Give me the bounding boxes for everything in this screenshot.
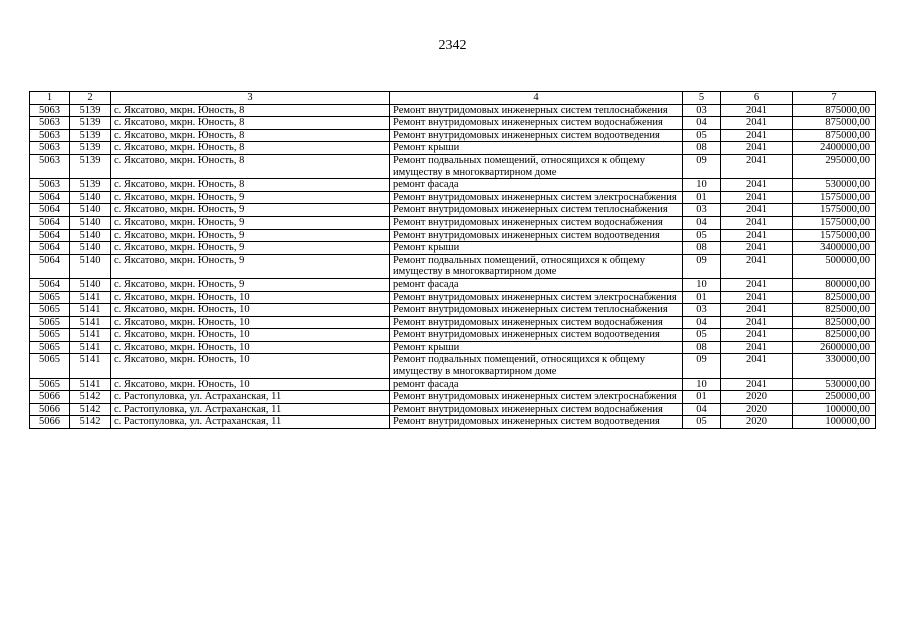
cell-record-id: 5065 — [30, 316, 70, 329]
table-row — [30, 104, 876, 117]
table-row — [30, 254, 876, 278]
table-row — [30, 154, 876, 178]
cell-address: с. Яксатово, мкрн. Юность, 9 — [111, 191, 390, 204]
cell-work-type: Ремонт крыши — [390, 341, 683, 354]
cell-work-type: ремонт фасада — [390, 179, 683, 192]
cell-work-code: 09 — [683, 154, 721, 178]
cell-year: 2041 — [721, 304, 793, 317]
cell-year: 2041 — [721, 204, 793, 217]
cell-cost: 825000,00 — [793, 304, 876, 317]
cell-house-id: 5139 — [70, 154, 111, 178]
cell-record-id: 5064 — [30, 278, 70, 291]
cell-cost: 530000,00 — [793, 179, 876, 192]
table-row — [30, 229, 876, 242]
cell-record-id: 5063 — [30, 104, 70, 117]
cell-year: 2041 — [721, 179, 793, 192]
cell-address: с. Яксатово, мкрн. Юность, 10 — [111, 378, 390, 391]
cell-year: 2041 — [721, 341, 793, 354]
cell-record-id: 5064 — [30, 204, 70, 217]
cell-cost: 1575000,00 — [793, 229, 876, 242]
cell-year: 2020 — [721, 403, 793, 416]
cell-house-id: 5140 — [70, 216, 111, 229]
cell-cost: 875000,00 — [793, 104, 876, 117]
table-row — [30, 378, 876, 391]
cell-address: с. Яксатово, мкрн. Юность, 9 — [111, 229, 390, 242]
cell-cost: 1575000,00 — [793, 191, 876, 204]
table-row — [30, 354, 876, 378]
cell-address: с. Яксатово, мкрн. Юность, 10 — [111, 341, 390, 354]
cell-address: с. Яксатово, мкрн. Юность, 8 — [111, 179, 390, 192]
cell-house-id: 5141 — [70, 378, 111, 391]
cell-work-type: Ремонт внутридомовых инженерных систем электроснабжения — [390, 291, 683, 304]
cell-record-id: 5063 — [30, 142, 70, 155]
cell-record-id: 5064 — [30, 191, 70, 204]
cell-cost: 2400000,00 — [793, 142, 876, 155]
cell-year: 2041 — [721, 154, 793, 178]
page-number: 2342 — [438, 38, 467, 53]
cell-address: с. Яксатово, мкрн. Юность, 9 — [111, 204, 390, 217]
cell-record-id: 5063 — [30, 129, 70, 142]
cell-address: с. Яксатово, мкрн. Юность, 9 — [111, 216, 390, 229]
cell-address: с. Яксатово, мкрн. Юность, 9 — [111, 278, 390, 291]
cell-address: с. Яксатово, мкрн. Юность, 10 — [111, 316, 390, 329]
cell-address: с. Яксатово, мкрн. Юность, 10 — [111, 354, 390, 378]
table-row — [30, 278, 876, 291]
cell-work-type: ремонт фасада — [390, 378, 683, 391]
cell-cost: 2600000,00 — [793, 341, 876, 354]
cell-work-code: 10 — [683, 179, 721, 192]
cell-house-id: 5140 — [70, 204, 111, 217]
cell-record-id: 5064 — [30, 242, 70, 255]
cell-address: с. Яксатово, мкрн. Юность, 9 — [111, 254, 390, 278]
table-row — [30, 129, 876, 142]
cell-house-id: 5140 — [70, 254, 111, 278]
cell-address: с. Яксатово, мкрн. Юность, 8 — [111, 154, 390, 178]
cell-work-code: 03 — [683, 204, 721, 217]
cell-record-id: 5065 — [30, 341, 70, 354]
cell-house-id: 5141 — [70, 291, 111, 304]
cell-cost: 875000,00 — [793, 117, 876, 130]
header-cell-6: 6 — [721, 92, 793, 105]
cell-record-id: 5065 — [30, 378, 70, 391]
cell-house-id: 5142 — [70, 416, 111, 429]
cell-house-id: 5139 — [70, 129, 111, 142]
cell-house-id: 5140 — [70, 191, 111, 204]
table-row — [30, 403, 876, 416]
cell-work-type: Ремонт внутридомовых инженерных систем водоснабжения — [390, 403, 683, 416]
cell-cost: 1575000,00 — [793, 216, 876, 229]
table-row — [30, 179, 876, 192]
table-row — [30, 329, 876, 342]
cell-cost: 100000,00 — [793, 416, 876, 429]
cell-work-code: 08 — [683, 242, 721, 255]
cell-record-id: 5066 — [30, 416, 70, 429]
cell-cost: 825000,00 — [793, 291, 876, 304]
cell-year: 2041 — [721, 191, 793, 204]
cell-record-id: 5066 — [30, 403, 70, 416]
cell-year: 2041 — [721, 129, 793, 142]
repair-schedule-table — [29, 91, 876, 429]
table-row — [30, 204, 876, 217]
cell-house-id: 5139 — [70, 117, 111, 130]
cell-record-id: 5066 — [30, 391, 70, 404]
table-row — [30, 316, 876, 329]
cell-work-code: 09 — [683, 254, 721, 278]
cell-year: 2041 — [721, 354, 793, 378]
cell-year: 2041 — [721, 117, 793, 130]
cell-cost: 530000,00 — [793, 378, 876, 391]
cell-record-id: 5065 — [30, 291, 70, 304]
cell-address: с. Яксатово, мкрн. Юность, 8 — [111, 142, 390, 155]
cell-work-code: 04 — [683, 117, 721, 130]
cell-house-id: 5141 — [70, 316, 111, 329]
cell-work-code: 03 — [683, 304, 721, 317]
cell-year: 2041 — [721, 291, 793, 304]
cell-work-type: Ремонт внутридомовых инженерных систем теплоснабжения — [390, 104, 683, 117]
cell-year: 2041 — [721, 316, 793, 329]
table-row — [30, 291, 876, 304]
cell-house-id: 5139 — [70, 142, 111, 155]
cell-record-id: 5065 — [30, 304, 70, 317]
cell-house-id: 5141 — [70, 304, 111, 317]
cell-house-id: 5142 — [70, 403, 111, 416]
cell-address: с. Яксатово, мкрн. Юность, 10 — [111, 304, 390, 317]
cell-work-type: Ремонт внутридомовых инженерных систем теплоснабжения — [390, 304, 683, 317]
cell-work-type: Ремонт внутридомовых инженерных систем электроснабжения — [390, 391, 683, 404]
cell-year: 2041 — [721, 216, 793, 229]
header-cell-3: 3 — [111, 92, 390, 105]
cell-work-type: Ремонт внутридомовых инженерных систем водоотведения — [390, 229, 683, 242]
cell-cost: 3400000,00 — [793, 242, 876, 255]
cell-work-type: Ремонт внутридомовых инженерных систем водоснабжения — [390, 216, 683, 229]
cell-house-id: 5140 — [70, 242, 111, 255]
cell-cost: 330000,00 — [793, 354, 876, 378]
table-row — [30, 304, 876, 317]
table-body — [30, 104, 876, 428]
cell-record-id: 5065 — [30, 329, 70, 342]
cell-year: 2041 — [721, 242, 793, 255]
cell-house-id: 5141 — [70, 341, 111, 354]
cell-record-id: 5065 — [30, 354, 70, 378]
cell-cost: 1575000,00 — [793, 204, 876, 217]
table-row — [30, 216, 876, 229]
cell-work-code: 04 — [683, 216, 721, 229]
cell-year: 2020 — [721, 416, 793, 429]
cell-house-id: 5140 — [70, 229, 111, 242]
cell-work-code: 04 — [683, 403, 721, 416]
cell-address: с. Растопуловка, ул. Астраханская, 11 — [111, 391, 390, 404]
cell-record-id: 5064 — [30, 229, 70, 242]
cell-work-type: Ремонт внутридомовых инженерных систем электроснабжения — [390, 191, 683, 204]
cell-year: 2041 — [721, 329, 793, 342]
cell-cost: 800000,00 — [793, 278, 876, 291]
table-row — [30, 142, 876, 155]
table-row — [30, 242, 876, 255]
cell-year: 2041 — [721, 104, 793, 117]
cell-house-id: 5139 — [70, 104, 111, 117]
cell-work-type: Ремонт внутридомовых инженерных систем водоотведения — [390, 129, 683, 142]
cell-address: с. Яксатово, мкрн. Юность, 8 — [111, 129, 390, 142]
cell-work-code: 04 — [683, 316, 721, 329]
cell-work-type: Ремонт крыши — [390, 242, 683, 255]
cell-address: с. Яксатово, мкрн. Юность, 10 — [111, 291, 390, 304]
table-row — [30, 117, 876, 130]
cell-year: 2041 — [721, 142, 793, 155]
cell-cost: 500000,00 — [793, 254, 876, 278]
cell-work-type: Ремонт внутридомовых инженерных систем водоснабжения — [390, 316, 683, 329]
cell-work-code: 03 — [683, 104, 721, 117]
header-row — [30, 92, 876, 105]
cell-work-code: 08 — [683, 142, 721, 155]
cell-work-type: Ремонт внутридомовых инженерных систем водоотведения — [390, 416, 683, 429]
cell-work-type: Ремонт подвальных помещений, относящихся к общему имуществу в многоквартирном доме — [390, 254, 683, 278]
cell-work-type: ремонт фасада — [390, 278, 683, 291]
cell-address: с. Яксатово, мкрн. Юность, 8 — [111, 117, 390, 130]
table-row — [30, 191, 876, 204]
cell-work-code: 10 — [683, 278, 721, 291]
cell-address: с. Яксатово, мкрн. Юность, 8 — [111, 104, 390, 117]
cell-record-id: 5064 — [30, 254, 70, 278]
cell-year: 2041 — [721, 254, 793, 278]
cell-record-id: 5063 — [30, 154, 70, 178]
cell-work-code: 05 — [683, 129, 721, 142]
cell-address: с. Растопуловка, ул. Астраханская, 11 — [111, 403, 390, 416]
cell-cost: 825000,00 — [793, 329, 876, 342]
cell-house-id: 5139 — [70, 179, 111, 192]
header-cell-1: 1 — [30, 92, 70, 105]
cell-work-type: Ремонт подвальных помещений, относящихся к общему имуществу в многоквартирном доме — [390, 154, 683, 178]
table-row — [30, 341, 876, 354]
cell-year: 2041 — [721, 229, 793, 242]
header-cell-2: 2 — [70, 92, 111, 105]
cell-house-id: 5142 — [70, 391, 111, 404]
cell-cost: 295000,00 — [793, 154, 876, 178]
cell-record-id: 5064 — [30, 216, 70, 229]
cell-work-code: 09 — [683, 354, 721, 378]
cell-work-code: 08 — [683, 341, 721, 354]
cell-year: 2041 — [721, 278, 793, 291]
cell-year: 2041 — [721, 378, 793, 391]
cell-record-id: 5063 — [30, 117, 70, 130]
header-cell-7: 7 — [793, 92, 876, 105]
cell-address: с. Яксатово, мкрн. Юность, 10 — [111, 329, 390, 342]
cell-work-type: Ремонт крыши — [390, 142, 683, 155]
cell-work-code: 05 — [683, 229, 721, 242]
table-row — [30, 391, 876, 404]
cell-year: 2020 — [721, 391, 793, 404]
cell-house-id: 5141 — [70, 329, 111, 342]
cell-work-type: Ремонт внутридомовых инженерных систем водоснабжения — [390, 117, 683, 130]
cell-work-code: 01 — [683, 191, 721, 204]
header-cell-5: 5 — [683, 92, 721, 105]
cell-cost: 250000,00 — [793, 391, 876, 404]
cell-cost: 825000,00 — [793, 316, 876, 329]
cell-work-type: Ремонт внутридомовых инженерных систем теплоснабжения — [390, 204, 683, 217]
cell-work-code: 01 — [683, 291, 721, 304]
cell-work-code: 10 — [683, 378, 721, 391]
cell-work-type: Ремонт внутридомовых инженерных систем водоотведения — [390, 329, 683, 342]
cell-cost: 100000,00 — [793, 403, 876, 416]
cell-record-id: 5063 — [30, 179, 70, 192]
cell-work-type: Ремонт подвальных помещений, относящихся к общему имуществу в многоквартирном доме — [390, 354, 683, 378]
cell-address: с. Яксатово, мкрн. Юность, 9 — [111, 242, 390, 255]
cell-work-code: 05 — [683, 329, 721, 342]
cell-house-id: 5140 — [70, 278, 111, 291]
cell-address: с. Растопуловка, ул. Астраханская, 11 — [111, 416, 390, 429]
table-row — [30, 416, 876, 429]
cell-work-code: 01 — [683, 391, 721, 404]
cell-work-code: 05 — [683, 416, 721, 429]
cell-cost: 875000,00 — [793, 129, 876, 142]
header-cell-4: 4 — [390, 92, 683, 105]
cell-house-id: 5141 — [70, 354, 111, 378]
